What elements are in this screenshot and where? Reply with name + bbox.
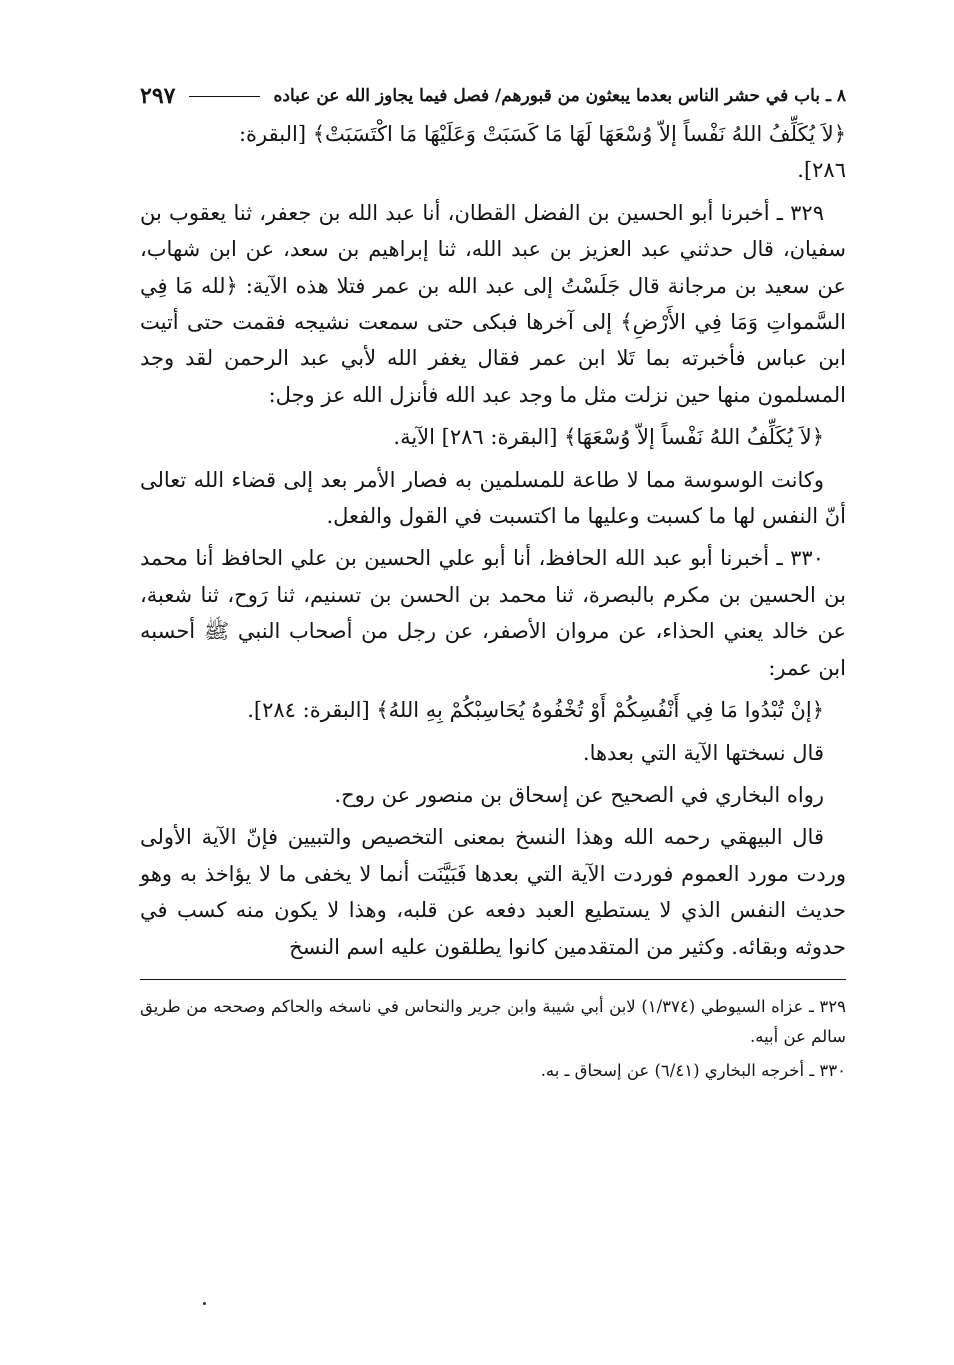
running-header bbox=[140, 76, 846, 116]
stray-ink-dot bbox=[203, 1302, 206, 1305]
quran-verse-3: ﴿إنْ تُبْدُوا مَا فِي أَنْفُسِكُمْ أَوْ تُخْفُوهُ يُحَاسِبْكُمْ بِهِ اللهُ﴾ [البقرة: ٢٨٤]. bbox=[247, 698, 824, 723]
hadith-330: ٣٣٠ ـ أخبرنا أبو عبد الله الحافظ، أنا أبو علي الحسين بن علي الحافظ أنا محمد بن الحسين بن مكرم بالبصرة، ثنا محمد بن الحسن بن تسنيم، ثنا رَوح، ثنا شعبة، عن خالد يعني الحذاء، عن مروان الأصفر، عن رجل من أصحاب النبي ﷺ أحسبه ابن عمر: bbox=[140, 546, 846, 680]
verse-1-reference-end: ٢٨٦]. bbox=[797, 158, 846, 183]
quran-verse-1: ﴿لاَ يُكَلِّفُ اللهُ نَفْساً إلاّ وُسْعَهَا لَهَا مَا كَسَبَتْ وَعَلَيْهَا مَا اكْتَسَبَتْ﴾ [البقرة: bbox=[238, 122, 846, 146]
main-text bbox=[140, 116, 846, 965]
book-page bbox=[140, 76, 846, 1086]
quran-verse-2: ﴿لاَ يُكَلِّفُ اللهُ نَفْساً إلاّ وُسْعَهَا﴾ [البقرة: ٢٨٦] الآية. bbox=[393, 425, 824, 450]
page-number: ٢٩٧ bbox=[140, 83, 176, 109]
bukhari-attribution: رواه البخاري في الصحيح عن إسحاق بن منصور عن روح. bbox=[334, 782, 824, 807]
chapter-title: ٨ ـ باب في حشر الناس بعدما يبعثون من قبورهم/ فصل فيما يجاوز الله عن عباده bbox=[273, 86, 846, 106]
naskh-statement: قال نسختها الآية التي بعدها. bbox=[582, 740, 824, 765]
footnote-330: ٣٣٠ ـ أخرجه البخاري (٦/٤١) عن إسحاق ـ به. bbox=[540, 1060, 846, 1080]
bayhaqi-commentary: قال البيهقي رحمه الله وهذا النسخ بمعنى التخصيص والتبيين فإنّ الآية الأولى وردت مورد العموم فوردت الآية التي بعدها فَبَيَّنَت أنما لا يخفى ما لا يؤاخذ به وهو حديث النفس الذي لا يستطيع العبد دفعه عن قلبه، وهذا لا يكون منه كسب في حدوثه وبقائه. وكثير من المتقدمين كانوا يطلقون عليه اسم النسخ bbox=[140, 825, 846, 959]
hadith-329: ٣٢٩ ـ أخبرنا أبو الحسين بن الفضل القطان، أنا عبد الله بن جعفر، ثنا يعقوب بن سفيان، قال حدثني عبد العزيز بن عبد الله، ثنا إبراهيم بن سعد، عن ابن شهاب، عن سعيد بن مرجانة قال جَلَسْتُ إلى عبد الله بن عمر فتلا هذه الآية: ﴿لله مَا فِي السَّمواتِ وَمَا فِي الأَرْضِ﴾ إلى آخرها فبكى حتى سمعت نشيجه فقمت حتى أتيت ابن عباس فأخبرته بما تَلا ابن عمر فقال يغفر الله لأبي عبد الرحمن لقد وجد المسلمون منها حين نزلت مثل ما وجد عبد الله فأنزل الله عز وجل: bbox=[140, 200, 846, 407]
commentary-waswasa: وكانت الوسوسة مما لا طاعة للمسلمين به فصار الأمر بعد إلى قضاء الله تعالى أنّ النفس لها ما كسبت وعليها ما اكتسبت في القول والفعل. bbox=[140, 467, 846, 529]
footnote-329: ٣٢٩ ـ عزاه السيوطي (١/٣٧٤) لابن أبي شيبة وابن جرير والنحاس في ناسخه والحاكم وصححه من طريق سالم عن أبيه. bbox=[140, 996, 846, 1046]
header-rule bbox=[189, 96, 259, 97]
footnotes bbox=[140, 992, 846, 1086]
footnote-separator bbox=[140, 979, 846, 980]
